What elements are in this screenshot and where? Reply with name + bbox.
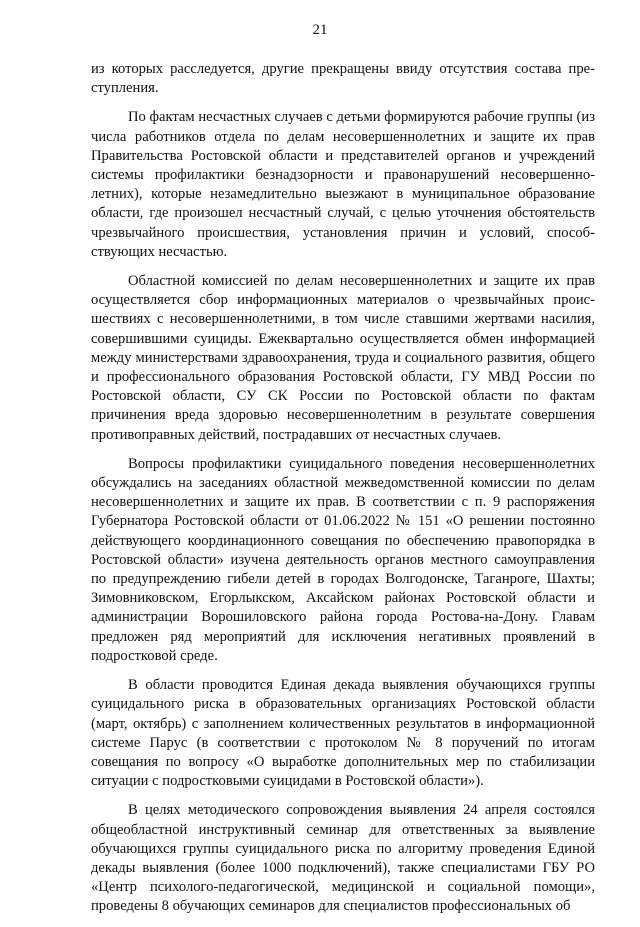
paragraph-suicide-prevention: Вопросы профилактики суицидального поведения несовершеннолетних обсуждались на заседаниях областной межведомственной комиссии по делам несовершеннолетних и защите их прав. В соответствии с п. 9 распоряжения Губернатора Ростовской области от 01.06.2022 № 151 «О решении постоянно действующего координационного совещания по обеспечению правопорядка в Ростовской области» изучена деятельность органов местного самоуправления по предупреждению гибели детей в городах Волгодонске, Таганроге, Шахты; Зимовниковском, Егорлыкском, Аксайском районах Ростовской области и администрации Ворошиловского района города Ростова-на-Дону. Главам предложен ряд мероприятий для исключения негативных проявлений в подростковой среде. [91, 455, 595, 664]
paragraph-detection-decade: В области проводится Единая декада выявления обучающихся группы суицидального риска в образовательных организациях Ростовской области (март, октябрь) с заполнением количественных результатов в информационной системе Парус (в соответствии с протоколом № 8 поручений по итогам совещания по вопросу «О выработке дополнительных мер по стабилизации ситуации с подростковыми суицидами в Ростовской области»). [91, 677, 595, 790]
paragraph-continuation: из которых расследуется, другие прекращены ввиду отсутствия состава преступления. [91, 61, 595, 97]
paragraph-methodical-support: В целях методического сопровождения выявления 24 апреля состоялся общеобластной инструктивный семинар для ответственных за выявление обучающихся группы суицидального риска по алгоритму проведения Единой декады выявления (более 1000 подключений), также специалистами ГБУ РО «Центр психолого-педагогической, медицинской и социальной помощи», проведены 8 обучающих семинаров для специалистов профессиональных об [91, 802, 595, 915]
page-number: 21 [312, 22, 328, 38]
page-body [91, 60, 595, 927]
paragraph-working-groups: По фактам несчастных случаев с детьми формируются рабочие группы (из числа работников отдела по делам несовершеннолетних и защите их прав Правительства Ростовской области и представителей органов и учреждений системы профилактики безнадзорности и правонарушений несовершеннолетних), которые незамедлительно выезжают в муниципальное образование области, где произошел несчастный случай, с целью уточнения обстоятельств чрезвычайного происшествия, установления причин и условий, способствующих несчастью. [91, 109, 595, 260]
paragraph-regional-commission: Областной комиссией по делам несовершеннолетних и защите их прав осуществляется сбор информационных материалов о чрезвычайных происшествиях с несовершеннолетними, в том числе ставшими жертвами насилия, совершившими суициды. Ежеквартально осуществляется обмен информацией между министерствами здравоохранения, труда и социального развития, общего и профессионального образования Ростовской области, ГУ МВД России по Ростовской области, СУ СК России по Ростовской области по фактам причинения вреда здоровью несовершеннолетним в результате совершения противоправных действий, пострадавших от несчастных случаев. [91, 273, 595, 443]
